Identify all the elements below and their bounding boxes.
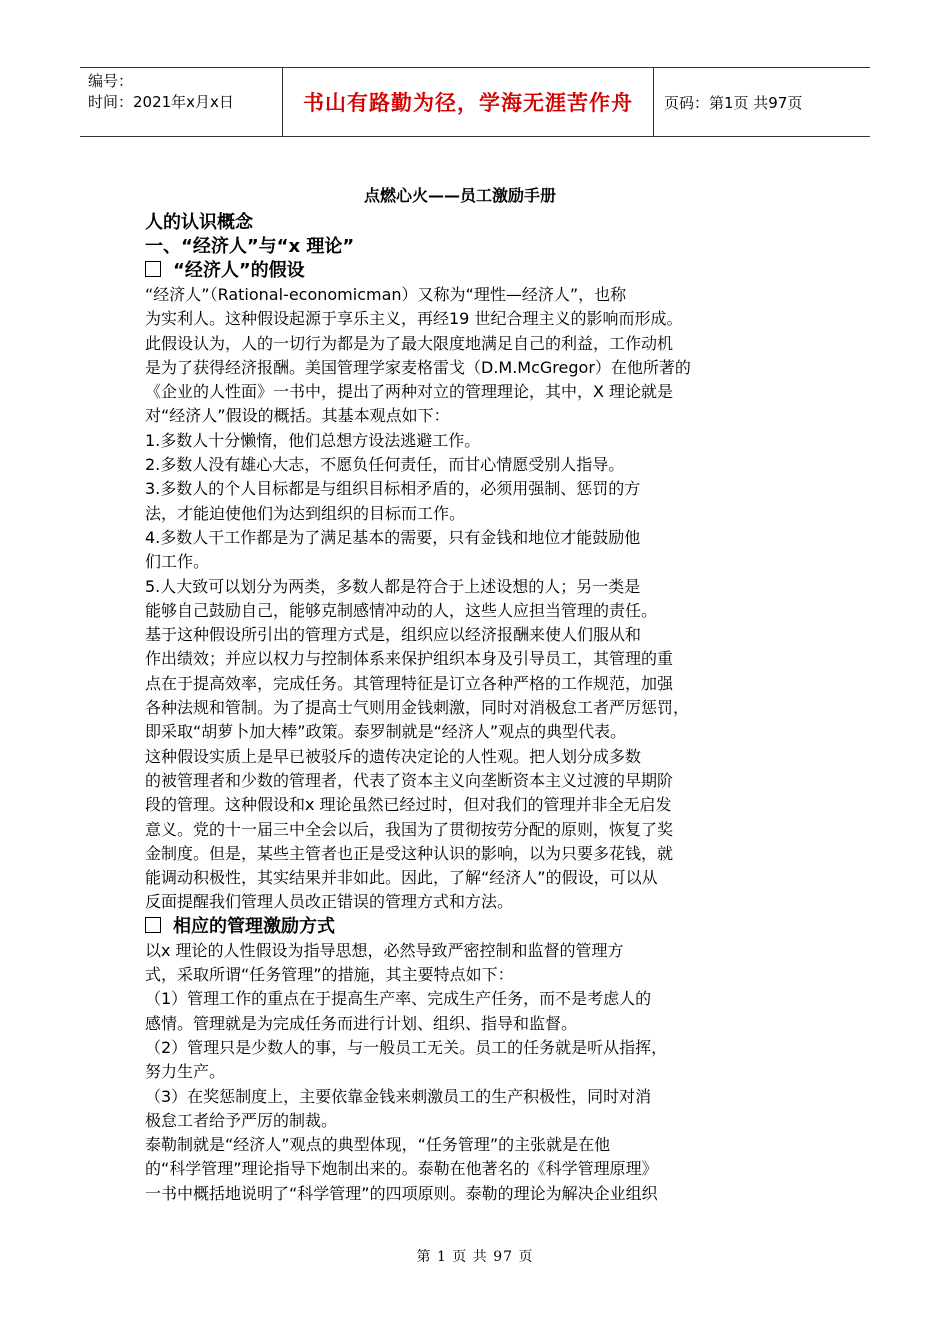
text-line: 式，采取所谓“任务管理”的措施，其主要特点如下： bbox=[145, 965, 514, 985]
text-line: 各种法规和管制。为了提高士气则用金钱刺激，同时对消极怠工者严厉惩罚， bbox=[145, 698, 690, 718]
paragraph-block-assumption bbox=[145, 283, 795, 915]
subheading-incentive bbox=[145, 915, 795, 939]
header-page-info: 页码：第1页 共97页 bbox=[664, 93, 803, 112]
text-line: 反面提醒我们管理人员改正错误的管理方式和方法。 bbox=[145, 892, 514, 912]
text-line: 《企业的人性面》一书中，提出了两种对立的管理理论，其中，X 理论就是 bbox=[145, 382, 674, 402]
page-footer: 第 1 页 共 97 页 bbox=[416, 1249, 534, 1265]
text-line: “经济人”（Rational-economicman）又称为“理性—经济人”，也称 bbox=[145, 285, 627, 304]
header-meta bbox=[80, 68, 283, 136]
section-heading-concept: 人的认识概念 bbox=[145, 212, 253, 233]
doc-time-label: 时间：2021年x月x日 bbox=[88, 93, 234, 111]
header-motto: 书山有路勤为径，学海无涯苦作舟 bbox=[283, 68, 654, 136]
doc-number-label: 编号： bbox=[88, 72, 134, 90]
text-line: （2）管理只是少数人的事，与一般员工无关。员工的任务就是听从指挥， bbox=[145, 1037, 668, 1057]
text-line: 金制度。但是，某些主管者也正是受这种认识的影响，以为只要多花钱，就 bbox=[145, 843, 674, 863]
text-line: 段的管理。这种假设和x 理论虽然已经过时，但对我们的管理并非全无启发 bbox=[145, 795, 672, 815]
text-line: 此假设认为，人的一切行为都是为了最大限度地满足自己的利益，工作动机 bbox=[145, 333, 674, 353]
subheading-assumption bbox=[145, 259, 795, 283]
text-line: 一书中概括地说明了“科学管理”的四项原则。泰勒的理论为解决企业组织 bbox=[145, 1183, 658, 1203]
text-line: 即采取“胡萝卜加大棒”政策。泰罗制就是“经济人”观点的典型代表。 bbox=[145, 722, 627, 742]
text-line: 作出绩效；并应以权力与控制体系来保护组织本身及引导员工，其管理的重 bbox=[145, 649, 674, 669]
text-line: 极怠工者给予严厉的制裁。 bbox=[145, 1110, 338, 1130]
text-line: 这种假设实质上是早已被驳斥的遗传决定论的人性观。把人划分成多数 bbox=[145, 746, 642, 766]
paragraph-block-incentive bbox=[145, 939, 795, 1206]
text-line: 以x 理论的人性假设为指导思想，必然导致严密控制和监督的管理方 bbox=[145, 940, 624, 960]
checkbox-bullet-icon bbox=[145, 917, 161, 933]
text-line: 法，才能迫使他们为达到组织的目标而工作。 bbox=[145, 503, 466, 523]
text-line: 3.多数人的个人目标都是与组织目标相矛盾的，必须用强制、惩罚的方 bbox=[145, 479, 641, 499]
text-line: 能够自己鼓励自己，能够克制感情冲动的人，这些人应担当管理的责任。 bbox=[145, 600, 658, 620]
text-line: 点在于提高效率，完成任务。其管理特征是订立各种严格的工作规范，加强 bbox=[145, 673, 674, 693]
section-heading-theory: 一、“经济人”与“x 理论” bbox=[145, 236, 355, 257]
text-line: 2.多数人没有雄心大志，不愿负任何责任，而甘心情愿受别人指导。 bbox=[145, 455, 625, 475]
text-line: （1）管理工作的重点在于提高生产率、完成生产任务，而不是考虑人的 bbox=[145, 989, 652, 1009]
text-line: 基于这种假设所引出的管理方式是，组织应以经济报酬来使人们服从和 bbox=[145, 625, 642, 645]
text-line: （3）在奖惩制度上，主要依靠金钱来刺激员工的生产积极性，同时对消 bbox=[145, 1086, 652, 1106]
text-line: 的被管理者和少数的管理者，代表了资本主义向垄断资本主义过渡的早期阶 bbox=[145, 770, 674, 790]
text-line: 的“科学管理”理论指导下炮制出来的。泰勒在他著名的《科学管理原理》 bbox=[145, 1159, 658, 1179]
text-line: 为实利人。这种假设起源于享乐主义，再经19 世纪合理主义的影响而形成。 bbox=[145, 309, 683, 329]
text-line: 5.人大致可以划分为两类，多数人都是符合于上述设想的人；另一类是 bbox=[145, 576, 641, 596]
text-line: 能调动积极性，其实结果并非如此。因此，了解“经济人”的假设，可以从 bbox=[145, 868, 658, 888]
text-line: 对“经济人”假设的概括。其基本观点如下： bbox=[145, 406, 450, 426]
text-line: 是为了获得经济报酬。美国管理学家麦格雷戈（D.M.McGregor）在他所著的 bbox=[145, 357, 691, 377]
page-header bbox=[80, 67, 870, 137]
checkbox-bullet-icon bbox=[145, 261, 161, 277]
text-line: 意义。党的十一届三中全会以后，我国为了贯彻按劳分配的原则，恢复了奖 bbox=[145, 819, 674, 839]
text-line: 们工作。 bbox=[145, 552, 210, 572]
text-line: 4.多数人干工作都是为了满足基本的需要，只有金钱和地位才能鼓励他 bbox=[145, 527, 641, 547]
text-line: 感情。管理就是为完成任务而进行计划、组织、指导和监督。 bbox=[145, 1013, 578, 1033]
subheading-assumption-label: “经济人”的假设 bbox=[173, 260, 305, 281]
document-body bbox=[145, 181, 795, 1206]
text-line: 泰勒制就是“经济人”观点的典型体现，“任务管理”的主张就是在他 bbox=[145, 1135, 611, 1155]
text-line: 努力生产。 bbox=[145, 1062, 226, 1082]
document-title: 点燃心火——员工激励手册 bbox=[363, 186, 556, 205]
text-line: 1.多数人十分懒惰，他们总想方设法逃避工作。 bbox=[145, 430, 481, 450]
subheading-incentive-label: 相应的管理激励方式 bbox=[173, 915, 335, 937]
